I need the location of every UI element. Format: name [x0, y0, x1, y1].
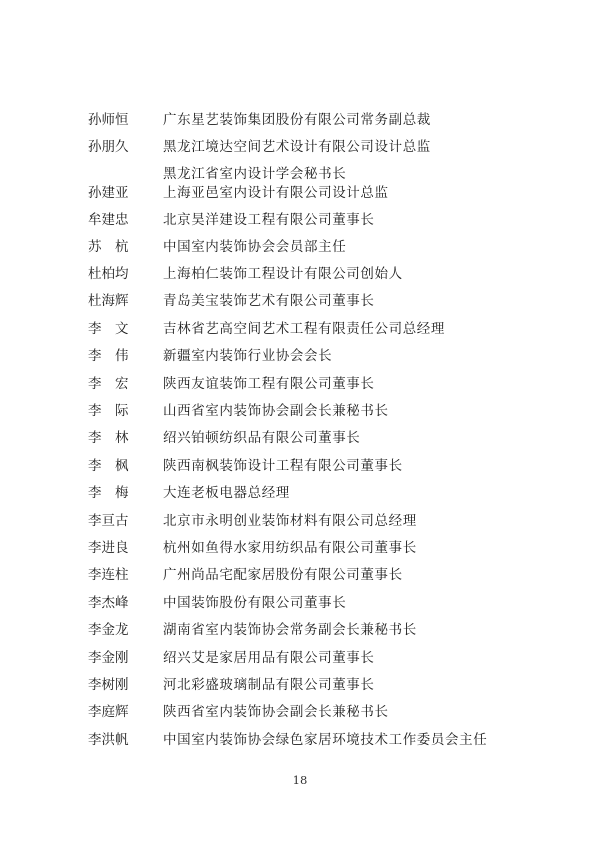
member-name: 牟建忠 [88, 212, 129, 228]
member-position: 黑龙江境达空间艺术设计有限公司设计总监 [163, 139, 431, 155]
member-name: 李亘古 [88, 513, 129, 529]
member-position: 杭州如鱼得水家用纺织品有限公司董事长 [163, 540, 417, 556]
member-name: 苏 杭 [88, 239, 129, 255]
member-name: 李庭辉 [88, 704, 129, 720]
member-position: 广东星艺装饰集团股份有限公司常务副总裁 [163, 112, 431, 128]
member-position: 陕西友谊装饰工程有限公司董事长 [163, 376, 375, 392]
member-name: 李 际 [88, 403, 129, 419]
page-number: 18 [292, 773, 308, 787]
member-position: 新疆室内装饰行业协会会长 [163, 348, 333, 364]
member-name: 孙建亚 [88, 185, 129, 201]
member-name: 李 伟 [88, 348, 129, 364]
member-position: 上海亚邑室内设计有限公司设计总监 [163, 185, 389, 201]
member-position: 青岛美宝装饰艺术有限公司董事长 [163, 293, 375, 309]
member-position: 中国室内装饰协会绿色家居环境技术工作委员会主任 [163, 732, 488, 748]
member-name: 李 林 [88, 430, 129, 446]
member-name: 李金龙 [88, 622, 129, 638]
member-position: 中国装饰股份有限公司董事长 [163, 595, 347, 611]
member-name: 杜柏均 [88, 266, 129, 282]
member-position: 大连老板电器总经理 [163, 485, 290, 501]
member-name: 李 文 [88, 321, 129, 337]
member-name: 杜海辉 [88, 293, 129, 309]
member-position: 吉林省艺高空间艺术工程有限责任公司总经理 [163, 321, 445, 337]
member-position: 北京昊洋建设工程有限公司董事长 [163, 212, 375, 228]
member-position: 上海柏仁装饰工程设计有限公司创始人 [163, 266, 403, 282]
member-name: 孙朋久 [88, 139, 129, 155]
member-name: 李 梅 [88, 485, 129, 501]
member-name: 李洪帆 [88, 732, 129, 748]
member-position: 绍兴艾是家居用品有限公司董事长 [163, 650, 375, 666]
member-position: 陕西南枫装饰设计工程有限公司董事长 [163, 458, 403, 474]
member-name: 李进良 [88, 540, 129, 556]
member-position: 湖南省室内装饰协会常务副会长兼秘书长 [163, 622, 417, 638]
member-position: 广州尚品宅配家居股份有限公司董事长 [163, 567, 403, 583]
member-position: 北京市永明创业装饰材料有限公司总经理 [163, 513, 417, 529]
member-name: 李 枫 [88, 458, 129, 474]
member-position: 绍兴铂顿纺织品有限公司董事长 [163, 430, 361, 446]
member-position: 黑龙江省室内设计学会秘书长 [163, 166, 347, 182]
member-name: 李 宏 [88, 376, 129, 392]
member-name: 李树刚 [88, 677, 129, 693]
member-name: 李连柱 [88, 567, 129, 583]
member-position: 山西省室内装饰协会副会长兼秘书长 [163, 403, 389, 419]
member-position: 陕西省室内装饰协会副会长兼秘书长 [163, 704, 389, 720]
member-name: 李杰峰 [88, 595, 129, 611]
member-name: 李金刚 [88, 650, 129, 666]
member-position: 中国室内装饰协会会员部主任 [163, 239, 347, 255]
member-position: 河北彩盛玻璃制品有限公司董事长 [163, 677, 375, 693]
member-name: 孙师恒 [88, 112, 129, 128]
